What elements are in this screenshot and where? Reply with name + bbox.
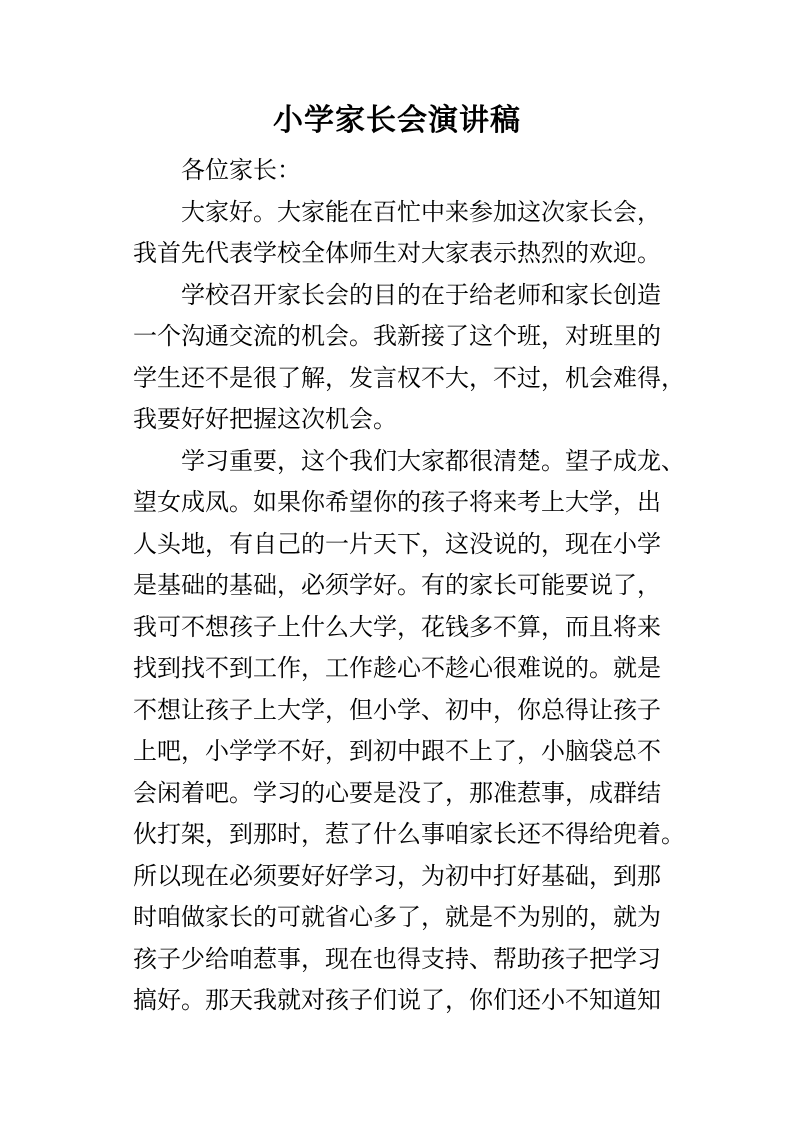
paragraph-line: 学校召开家长会的目的在于给老师和家长创造 xyxy=(181,280,661,309)
paragraph-line: 搞好。那天我就对孩子们说了，你们还小不知道知 xyxy=(133,986,661,1014)
paragraph-line: 上吧，小学学不好，到初中跟不上了，小脑袋总不 xyxy=(133,737,661,765)
paragraph-line: 一个沟通交流的机会。我新接了这个班，对班里的 xyxy=(133,322,661,350)
paragraph-line: 是基础的基础，必须学好。有的家长可能要说了， xyxy=(133,571,661,599)
paragraph-line: 学生还不是很了解，发言权不大，不过，机会难得， xyxy=(133,363,685,392)
paragraph-line: 人头地，有自己的一片天下，这没说的，现在小学 xyxy=(133,529,661,558)
paragraph-line: 孩子少给咱惹事，现在也得支持、帮助孩子把学习 xyxy=(133,944,661,973)
paragraph-line: 我首先代表学校全体师生对大家表示热烈的欢迎。 xyxy=(133,239,661,267)
paragraph-line: 伙打架，到那时，惹了什么事咱家长还不得给兜着。 xyxy=(133,820,685,848)
document-title: 小学家长会演讲稿 xyxy=(273,103,521,138)
salutation-line: 各位家长： xyxy=(181,156,301,184)
paragraph-line: 会闲着吧。学习的心要是没了，那准惹事，成群结 xyxy=(133,778,661,807)
document-body xyxy=(133,150,685,1022)
paragraph-line: 不想让孩子上大学，但小学、初中，你总得让孩子 xyxy=(133,695,661,724)
paragraph-line: 时咱做家长的可就省心多了，就是不为别的，就为 xyxy=(133,903,661,931)
paragraph-line: 所以现在必须要好好学习，为初中打好基础，到那 xyxy=(133,861,661,890)
paragraph-line: 我可不想孩子上什么大学，花钱多不算，而且将来 xyxy=(133,612,661,641)
paragraph-line: 望女成凤。如果你希望你的孩子将来考上大学，出 xyxy=(133,488,661,516)
paragraph-line: 学习重要，这个我们大家都很清楚。望子成龙、 xyxy=(181,446,685,475)
paragraph-line: 我要好好把握这次机会。 xyxy=(133,405,397,433)
paragraph-line: 找到找不到工作，工作趁心不趁心很难说的。就是 xyxy=(133,654,661,682)
paragraph-line: 大家好。大家能在百忙中来参加这次家长会， xyxy=(181,197,661,226)
